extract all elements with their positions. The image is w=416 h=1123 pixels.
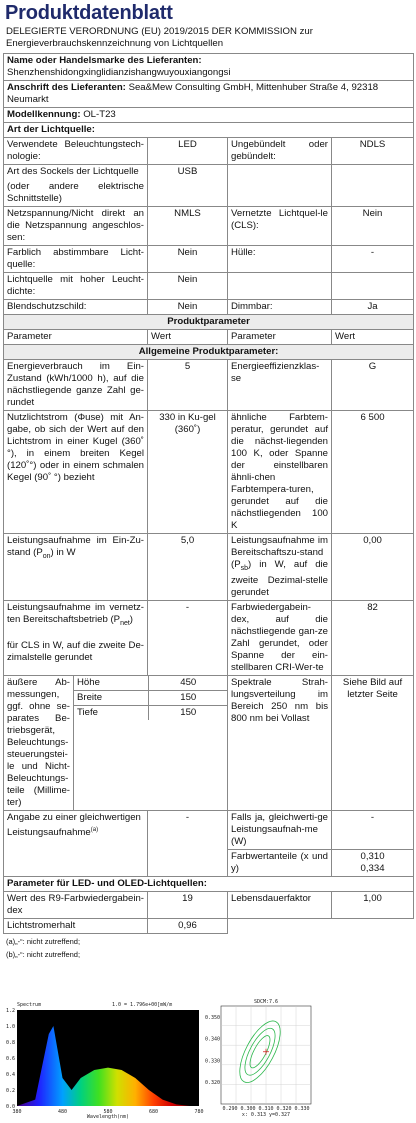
dimensions-table [74, 676, 228, 720]
spectrum-x-tick: 380 [12, 1109, 22, 1115]
height-value: 450 [148, 676, 228, 691]
page-subtitle: DELEGIERTE VERORDNUNG (EU) 2019/2015 DER KOMMISSION zur Energieverbrauchskennzeichnung von Lichtquellen [6, 26, 313, 49]
chromaticity-panel [204, 996, 315, 1118]
cri-label: Farbwiedergabein-dex, auf die nächstliegende gan-ze Zahl gerundet, oder Spanne der ein-stellbaren CRI-Wer-te [228, 600, 332, 675]
socket-label-extra: (oder andere elektrische Schnittstelle) [7, 181, 144, 204]
led-heading-row [4, 876, 414, 891]
width-value: 150 [148, 690, 228, 705]
chromaticity-y: 0,334 [360, 862, 385, 874]
cri-value: 82 [332, 600, 414, 675]
spectrum-y-tick: 1.2 [5, 1008, 15, 1014]
undirected-label: Ungebündelt oder gebündelt: [228, 138, 332, 165]
model-row [4, 108, 414, 123]
led-heading: Parameter für LED- und OLED-Lichtquellen: [4, 876, 414, 891]
connected-label: Vernetzte Lichtquel-le (CLS): [228, 207, 332, 246]
depth-label: Tiefe [74, 705, 148, 720]
connected-value: Nein [332, 207, 414, 246]
lifetime-value: 1,00 [332, 891, 414, 918]
spectrum-annotation: 1.0 = 1.796e+00[mW/m [112, 1002, 173, 1008]
dimensions-label: äußere Ab-messungen, ggf. ohne se-parates Be-triebsgerät, Beleuchtungs-steuerungstei-le und Nicht-Beleuchtungs-teile (Millime-ter) [4, 675, 74, 810]
spectrum-y-tick: 0.0 [5, 1104, 15, 1110]
spectrum-chart [3, 996, 203, 1118]
equivalent-power-label: Angabe zu einer gleichwertigen Leistungsaufnahme$^{(a)}$ [4, 810, 148, 876]
spectrum-x-label: Wavelength(nm) [86, 1114, 130, 1120]
spectrum-x-tick: 580 [103, 1109, 113, 1115]
energy-value: 5 [148, 360, 228, 411]
light-type-heading: Art der Lichtquelle: [4, 123, 414, 138]
socket-value: USB [148, 165, 228, 207]
spectrum-title: Spectrum [17, 1002, 42, 1008]
height-label: Höhe [74, 676, 148, 691]
equivalent-power-row [4, 810, 414, 849]
supplier-address-value: Sea&Mew Consulting GmbH, Mittenhuber Straße 4, 92318 Neumarkt [7, 82, 379, 105]
width-label: Breite [74, 690, 148, 705]
chroma-x-tick: 0.300 [240, 1106, 256, 1112]
high-luminance-label: Lichtquelle mit hoher Leucht-dichte: [4, 273, 148, 300]
efficiency-value: G [332, 360, 414, 411]
product-params-heading-row [4, 315, 414, 330]
power-on-label: Leistungsaufnahme im Ein-Zu-stand $(P_{on})$ in W [4, 534, 148, 601]
lifetime-label: Lebensdauerfaktor [228, 891, 332, 918]
supplier-address-row [4, 81, 414, 108]
column-header-param-2: Parameter [228, 330, 332, 345]
color-tunable-label: Farblich abstimmbare Licht-quelle: [4, 246, 148, 273]
energy-label: Energieverbrauch im Ein-Zustand (kWh/1000 h), auf die nächstliegende ganze Zahl ge-rundet [4, 360, 148, 411]
socket-label: Art des Sockels der Lichtquelle [7, 166, 139, 177]
glare-row [4, 300, 414, 315]
chroma-title: SDCM:7.6 [253, 999, 279, 1005]
spectrum-x-tick: 480 [57, 1109, 68, 1115]
mains-value: NMLS [148, 207, 228, 246]
spectral-value: Siehe Bild auf letzter Seite [332, 675, 414, 810]
high-luminance-value: Nein [148, 273, 228, 300]
chroma-x-tick: 0.330 [294, 1106, 310, 1112]
spectral-label: Spektrale Strah-lungsverteilung im Bereich 250 nm bis 800 nm bei Vollast [228, 675, 332, 810]
cct-label: ähnliche Farbtem-peratur, gerundet auf die nächst-liegenden 100 K, oder Spanne der einstellbaren ähnli-chen Farbtempera-turen, gerundet auf die nächstliegenden 100 K [228, 411, 332, 534]
chroma-y-tick: 0.340 [204, 1036, 220, 1043]
flux-value: 330 in Ku-gel (360˚) [148, 411, 228, 534]
chroma-y-tick: 0.350 [204, 1014, 220, 1021]
supplier-name-value: Shenzhenshidongxinglidianzishangwuyouxiangongsi [7, 67, 231, 78]
model-label: Modellkennung: [7, 109, 81, 120]
r9-row [4, 891, 414, 918]
lumen-maintenance-row [4, 918, 414, 933]
column-header-value-2: Wert [332, 330, 414, 345]
spectrum-panel [3, 996, 203, 1118]
flux-label: Nutzlichtstrom (Φuse) mit An-gabe, ob sich der Wert auf den Lichtstrom in einer Kugel (360˚ °), in einem breiten Kegel (120˚°) oder in einem schmalen Kegel (90˚ °) bezieht [4, 411, 148, 534]
networked-value: - [148, 600, 228, 675]
column-header-param: Parameter [4, 330, 148, 345]
spectrum-x-tick: 680 [148, 1109, 159, 1115]
datasheet-table [3, 53, 414, 934]
chroma-footer: x: 0.313 y=0.327 [241, 1112, 291, 1118]
technology-label: Verwendete Beleuchtungstech-nologie: [4, 138, 148, 165]
energy-row [4, 360, 414, 411]
spectrum-x-tick: 780 [194, 1109, 204, 1115]
dimmable-label: Dimmbar: [228, 300, 332, 315]
column-header-value: Wert [148, 330, 228, 345]
footnote-a: (a)„-“: nicht zutreffend; [6, 936, 81, 946]
spectrum-y-tick: 0.4 [5, 1072, 15, 1078]
networked-label: Leistungsaufnahme im vernetz-ten Bereitschaftsbetrieb $(P_{net})$ für CLS in W, auf die zweite De-zimalstelle gerundet [4, 600, 148, 675]
r9-value: 19 [148, 891, 228, 918]
page-title: Produktdatenblatt [5, 2, 173, 24]
high-luminance-row [4, 273, 414, 300]
standby-label: Leistungsaufnahme im Bereitschaftszu-stand $(P_{sb})$ in W, auf die zweite Dezimal-stelle gerundet [228, 534, 332, 601]
model-value: OL-T23 [83, 109, 116, 120]
spectrum-y-tick: 0.8 [5, 1040, 15, 1046]
chroma-y-tick: 0.320 [204, 1080, 220, 1087]
if-yes-label: Falls ja, gleichwerti-ge Leistungsaufnah-me (W) [228, 810, 332, 849]
efficiency-label: Energieeffizienzklas-se [228, 360, 332, 411]
power-on-value: 5,0 [148, 534, 228, 601]
footnote-b: (b)„-“: nicht zutreffend; [6, 949, 81, 959]
product-params-heading: Produktparameter [4, 315, 414, 330]
depth-value: 150 [180, 706, 197, 718]
envelope-label: Hülle: [228, 246, 332, 273]
supplier-name-row [4, 54, 414, 81]
chroma-x-tick: 0.320 [276, 1106, 292, 1112]
supplier-name-label: Name oder Handelsmarke des Lieferanten: [7, 55, 202, 66]
chroma-x-tick: 0.290 [222, 1106, 238, 1112]
equivalent-power-value: - [148, 810, 228, 876]
technology-value: LED [148, 138, 228, 165]
power-on-row [4, 534, 414, 601]
glare-label: Blendschutzschild: [4, 300, 148, 315]
chroma-y-tick: 0.330 [204, 1058, 220, 1065]
mains-row [4, 207, 414, 246]
light-type-heading-row [4, 123, 414, 138]
glare-value: Nein [148, 300, 228, 315]
lumen-maintenance-value: 0,96 [148, 918, 228, 933]
color-tunable-row [4, 246, 414, 273]
standby-value: 0,00 [332, 534, 414, 601]
column-header-row [4, 330, 414, 345]
r9-label: Wert des R9-Farbwiedergabein-dex [4, 891, 148, 918]
networked-row [4, 600, 414, 675]
mains-label: Netzspannung/Nicht direkt an die Netzspannung angeschlos-sen: [4, 207, 148, 246]
chromaticity-x: 0,310 [360, 850, 385, 862]
supplier-address-label: Anschrift des Lieferanten: [7, 82, 126, 93]
chart-area [3, 996, 413, 1118]
product-datasheet [3, 2, 413, 960]
color-tunable-value: Nein [148, 246, 228, 273]
if-yes-value: - [332, 810, 414, 849]
general-params-heading-row [4, 345, 414, 360]
envelope-value: - [332, 246, 414, 273]
chromaticity-chart [204, 996, 315, 1118]
dimmable-value: Ja [332, 300, 414, 315]
chroma-x-tick: 0.310 [258, 1106, 274, 1112]
spectrum-y-tick: 1.0 [5, 1024, 15, 1030]
spectrum-y-tick: 0.6 [5, 1056, 15, 1062]
general-params-heading: Allgemeine Produktparameter: [4, 345, 414, 360]
socket-row [4, 165, 414, 207]
spectrum-y-tick: 0.2 [5, 1088, 15, 1094]
dimensions-row [4, 675, 414, 810]
cct-value: 6 500 [332, 411, 414, 534]
undirected-value: NDLS [332, 138, 414, 165]
flux-row [4, 411, 414, 534]
chromaticity-label: Farbwertanteile (x und y) [228, 849, 332, 876]
technology-row [4, 138, 414, 165]
lumen-maintenance-label: Lichtstromerhalt [4, 918, 148, 933]
